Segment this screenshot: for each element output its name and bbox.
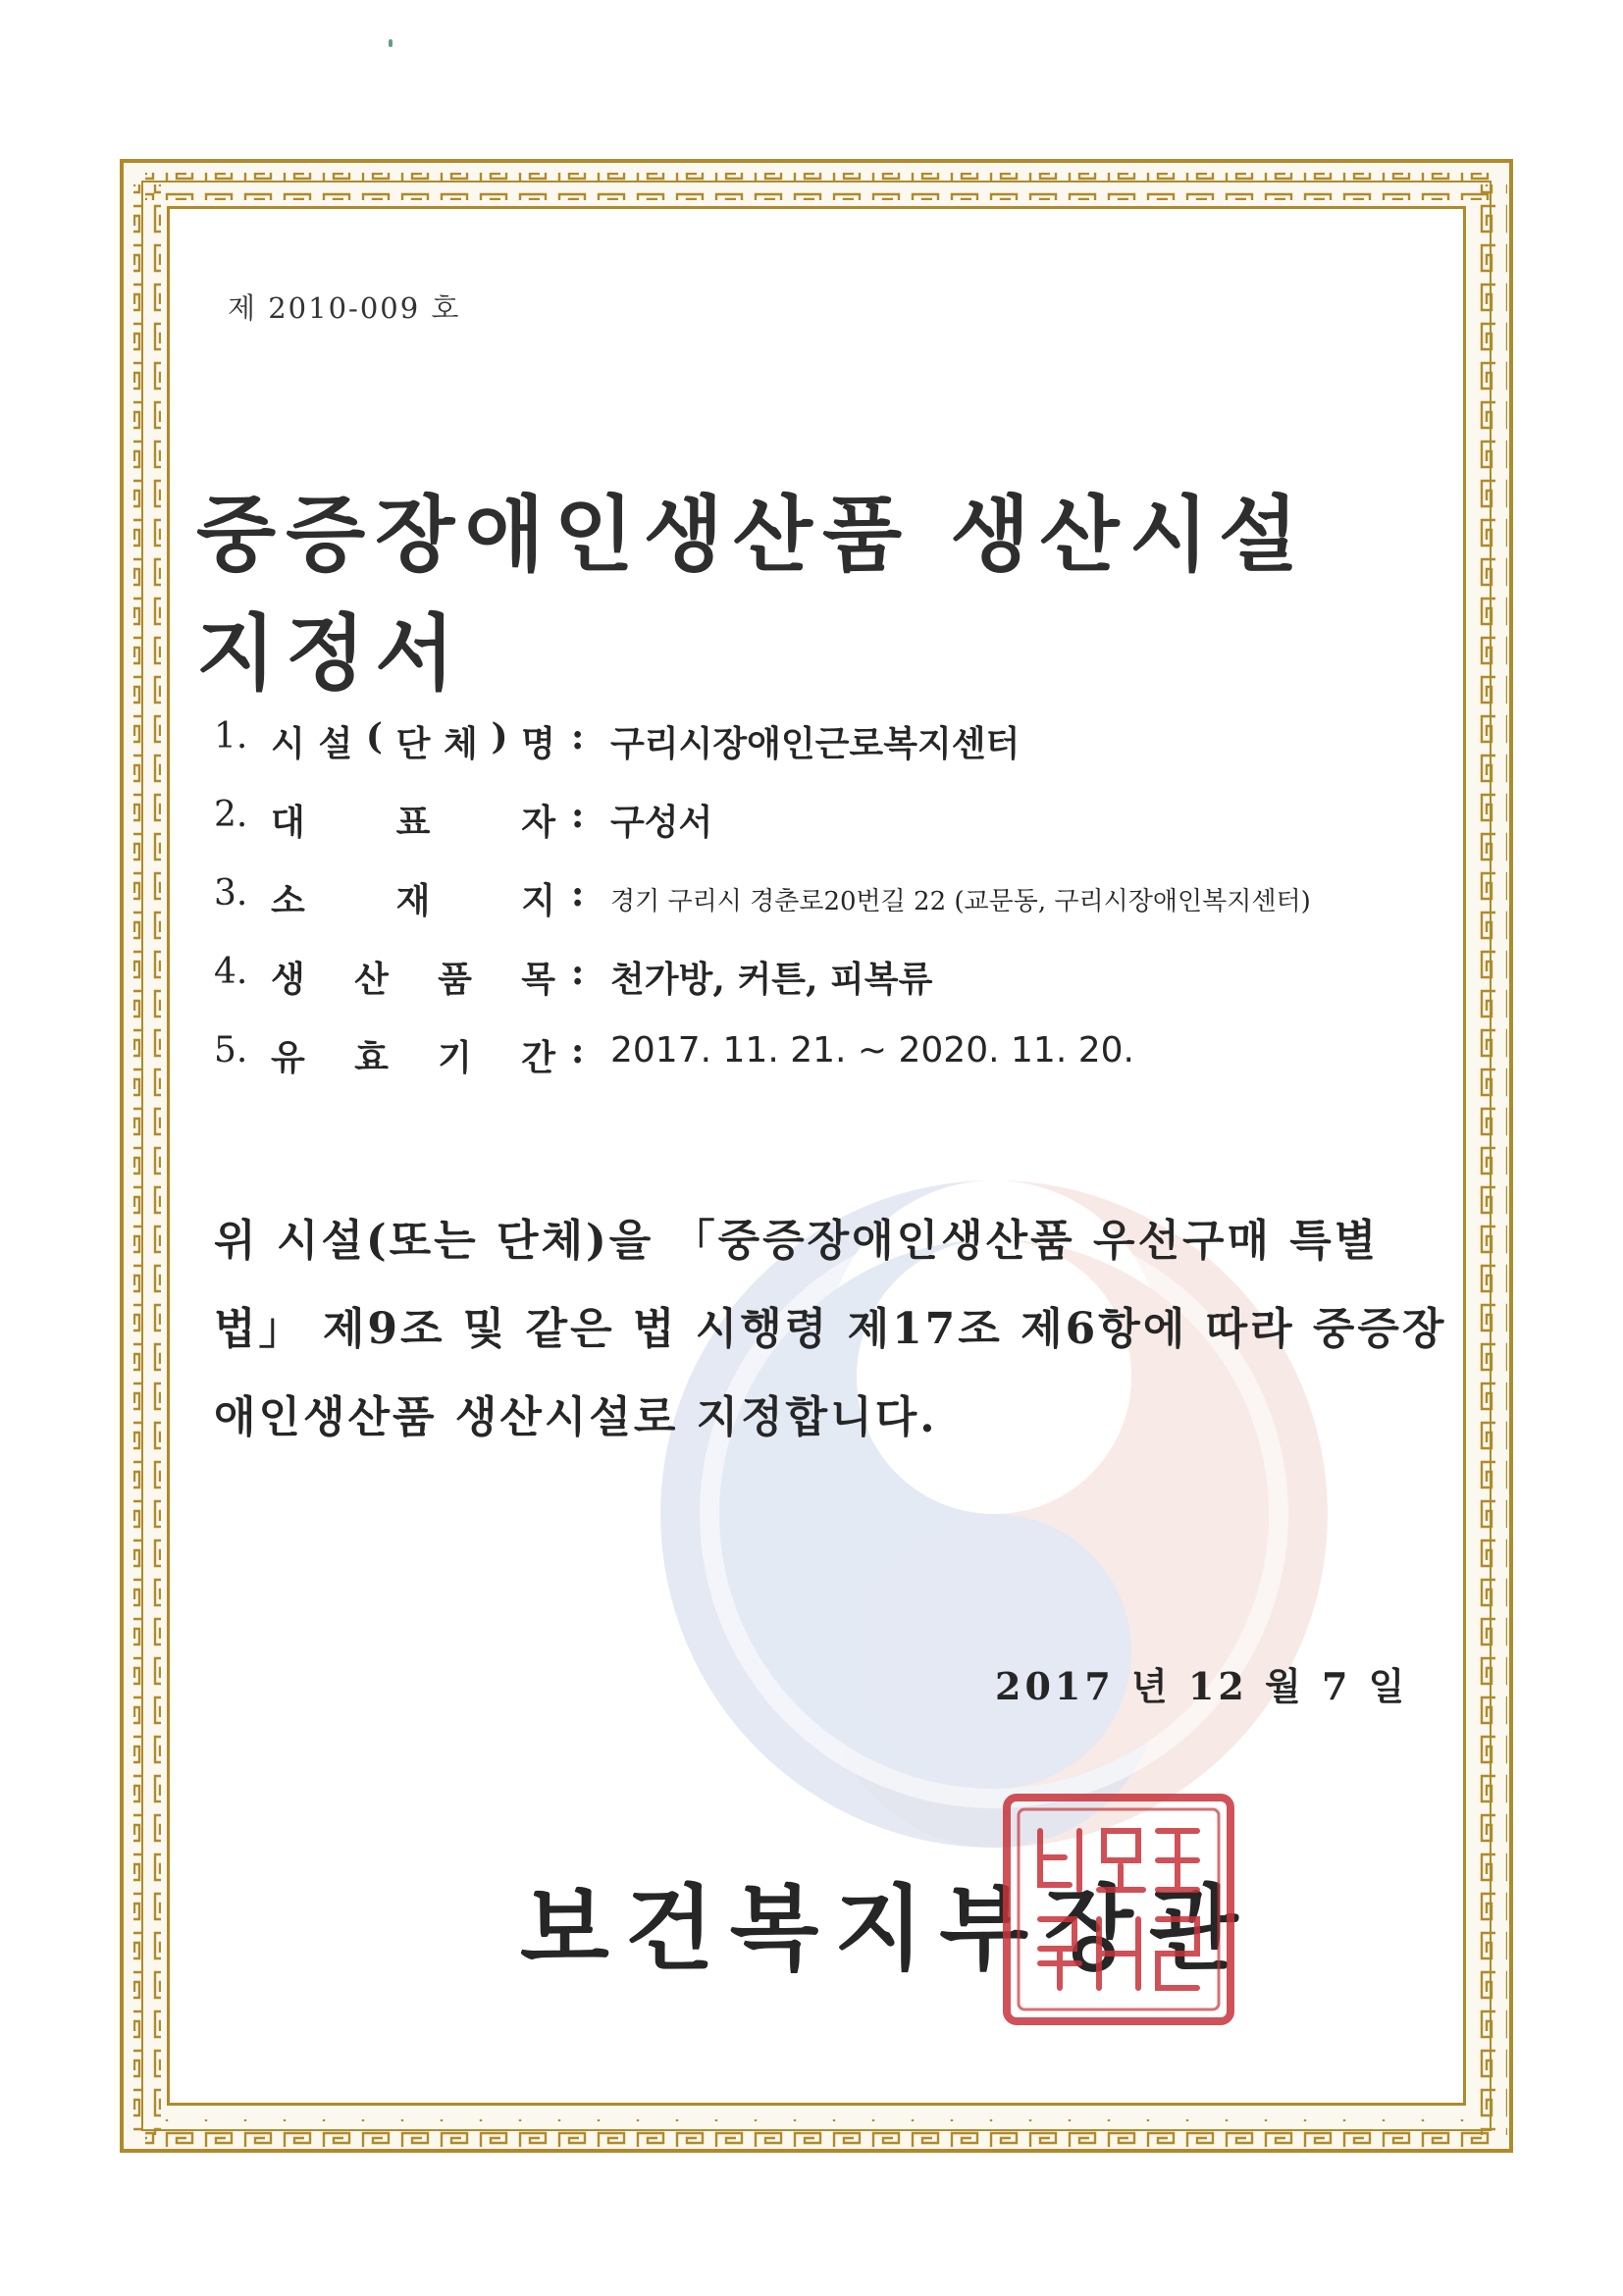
field-colon: : xyxy=(571,795,585,836)
field-value: 구성서 xyxy=(610,802,713,843)
field-label: 생 산 품 목 xyxy=(271,959,555,1000)
official-seal-icon xyxy=(1001,1792,1236,2027)
field-value: 2017. 11. 21. ~ 2020. 11. 20. xyxy=(610,1030,1134,1070)
field-number: 1. xyxy=(214,716,248,757)
field-colon: : xyxy=(571,952,585,993)
field-label: 대 표 자 xyxy=(271,802,555,843)
field-label: 유 효 기 간 xyxy=(271,1037,555,1078)
field-label: 소 재 지 xyxy=(271,880,555,921)
field-number: 3. xyxy=(214,873,248,913)
body-line: 법」 제9조 및 같은 법 시행령 제17조 제6항에 따라 중증장 xyxy=(214,1304,1447,1354)
field-number: 5. xyxy=(214,1030,248,1070)
field-colon: : xyxy=(571,716,585,757)
field-colon: : xyxy=(571,1030,585,1071)
field-value: 경기 구리시 경춘로20번길 22 (교문동, 구리시장애인복지센터) xyxy=(610,887,1311,916)
field-number: 4. xyxy=(214,952,248,992)
field-number: 2. xyxy=(214,795,248,835)
certificate-title: 중증장애인생산품 생산시설 지정서 xyxy=(196,487,1308,702)
issuer-name: 보건복지부장관 xyxy=(520,1876,1254,1983)
body-line: 위 시설(또는 단체)을 「중증장애인생산품 우선구매 특별 xyxy=(214,1216,1380,1266)
body-line: 애인생산품 생산시설로 지정합니다. xyxy=(214,1392,938,1442)
certificate-body xyxy=(214,1197,1447,1462)
issue-date: 2017 년 12 월 7 일 xyxy=(995,1664,1409,1708)
field-label: 시 설 ( 단 체 ) 명 xyxy=(271,716,555,764)
registration-number: 제 2010-009 호 xyxy=(228,291,461,325)
field-value: 천가방, 커튼, 피복류 xyxy=(610,959,933,1000)
field-colon: : xyxy=(571,873,585,914)
field-value: 구리시장애인근로복지센터 xyxy=(610,723,1021,764)
